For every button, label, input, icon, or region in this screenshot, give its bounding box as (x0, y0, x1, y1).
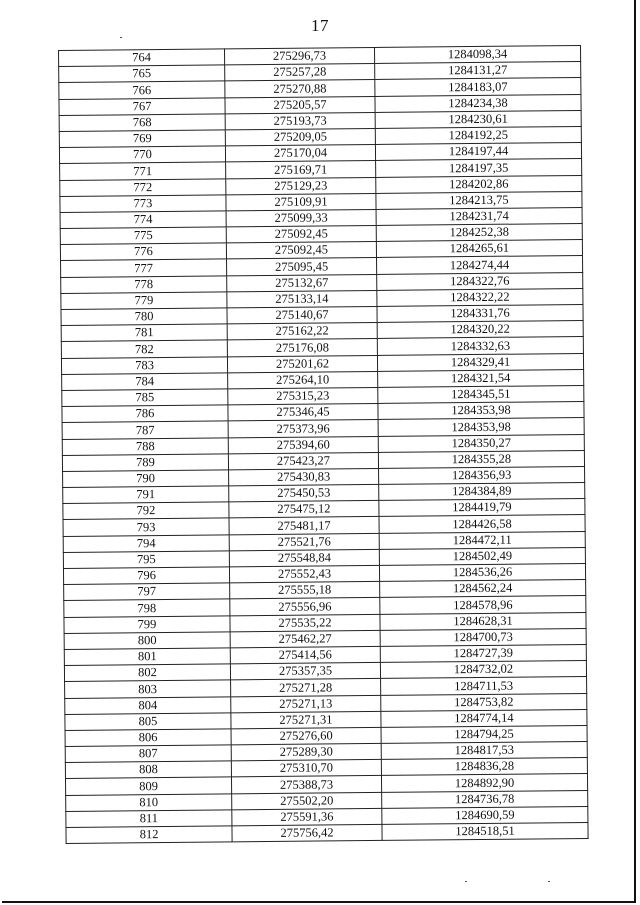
x-coordinate-cell: 275209,05 (225, 128, 375, 146)
point-number-cell: 776 (60, 243, 226, 261)
y-coordinate-cell: 1284384,89 (379, 483, 585, 501)
y-coordinate-cell: 1284274,44 (377, 256, 583, 274)
point-number-cell: 789 (62, 454, 228, 472)
point-number-cell: 788 (62, 437, 228, 455)
point-number-cell: 783 (61, 356, 227, 374)
x-coordinate-cell: 275095,45 (227, 258, 377, 276)
point-number-cell: 781 (61, 324, 227, 342)
point-number-cell: 764 (59, 49, 225, 67)
y-coordinate-cell: 1284794,25 (381, 725, 587, 743)
point-number-cell: 779 (61, 292, 227, 310)
x-coordinate-cell: 275388,73 (231, 776, 381, 794)
y-coordinate-cell: 1284353,98 (378, 402, 584, 420)
y-coordinate-cell: 1284231,74 (376, 207, 582, 225)
point-number-cell: 809 (65, 777, 231, 795)
y-coordinate-cell: 1284836,28 (381, 758, 587, 776)
x-coordinate-cell: 275552,43 (229, 565, 379, 583)
x-coordinate-cell: 275756,42 (232, 824, 382, 842)
x-coordinate-cell: 275132,67 (227, 274, 377, 292)
point-number-cell: 804 (65, 696, 231, 714)
y-coordinate-cell: 1284332,63 (377, 337, 583, 355)
point-number-cell: 768 (59, 114, 225, 132)
y-coordinate-cell: 1284536,26 (379, 563, 585, 581)
x-coordinate-cell: 275394,60 (228, 436, 378, 454)
x-coordinate-cell: 275270,88 (225, 80, 375, 98)
x-coordinate-cell: 275521,76 (229, 533, 379, 551)
point-number-cell: 775 (60, 227, 226, 245)
y-coordinate-cell: 1284892,90 (381, 774, 587, 792)
point-number-cell: 812 (66, 826, 232, 844)
point-number-cell: 798 (64, 599, 230, 617)
x-coordinate-cell: 275289,30 (231, 743, 381, 761)
y-coordinate-cell: 1284518,51 (382, 822, 588, 840)
x-coordinate-cell: 275109,91 (226, 193, 376, 211)
x-coordinate-cell: 275346,45 (228, 404, 378, 422)
x-coordinate-cell: 275264,10 (228, 371, 378, 389)
x-coordinate-cell: 275357,35 (230, 663, 380, 681)
x-coordinate-cell: 275548,84 (229, 549, 379, 567)
x-coordinate-cell: 275276,60 (231, 727, 381, 745)
x-coordinate-cell: 275271,13 (231, 695, 381, 713)
y-coordinate-cell: 1284197,35 (376, 159, 582, 177)
y-coordinate-cell: 1284419,79 (379, 499, 585, 517)
point-number-cell: 791 (63, 486, 229, 504)
y-coordinate-cell: 1284322,76 (377, 272, 583, 290)
x-coordinate-cell: 275481,17 (229, 517, 379, 535)
point-number-cell: 803 (65, 680, 231, 698)
x-coordinate-cell: 275450,53 (229, 485, 379, 503)
x-coordinate-cell: 275373,96 (228, 420, 378, 438)
y-coordinate-cell: 1284183,07 (375, 78, 581, 96)
y-coordinate-cell: 1284331,76 (377, 304, 583, 322)
x-coordinate-cell: 275129,23 (226, 177, 376, 195)
x-coordinate-cell: 275310,70 (231, 760, 381, 778)
coordinates-table-body (59, 45, 589, 843)
y-coordinate-cell: 1284345,51 (378, 385, 584, 403)
point-number-cell: 766 (59, 81, 225, 99)
y-coordinate-cell: 1284230,61 (375, 110, 581, 128)
point-number-cell: 807 (65, 745, 231, 763)
point-number-cell: 802 (64, 664, 230, 682)
y-coordinate-cell: 1284578,96 (380, 596, 586, 614)
point-number-cell: 773 (60, 195, 226, 213)
y-coordinate-cell: 1284817,53 (381, 742, 587, 760)
y-coordinate-cell: 1284700,73 (380, 628, 586, 646)
x-coordinate-cell: 275475,12 (229, 501, 379, 519)
point-number-cell: 796 (63, 567, 229, 585)
y-coordinate-cell: 1284197,44 (375, 143, 581, 161)
point-number-cell: 800 (64, 632, 230, 650)
point-number-cell: 792 (63, 502, 229, 520)
point-number-cell: 805 (65, 713, 231, 731)
x-coordinate-cell: 275205,57 (225, 96, 375, 114)
point-number-cell: 767 (59, 97, 225, 115)
y-coordinate-cell: 1284426,58 (379, 515, 585, 533)
coordinates-table-wrapper (58, 45, 588, 844)
point-number-cell: 797 (64, 583, 230, 601)
y-coordinate-cell: 1284234,38 (375, 94, 581, 112)
y-coordinate-cell: 1284732,02 (380, 661, 586, 679)
y-coordinate-cell: 1284628,31 (380, 612, 586, 630)
point-number-cell: 778 (61, 276, 227, 294)
x-coordinate-cell: 275271,31 (231, 711, 381, 729)
scan-speck (465, 881, 467, 882)
point-number-cell: 774 (60, 211, 226, 229)
y-coordinate-cell: 1284711,53 (381, 677, 587, 695)
x-coordinate-cell: 275201,62 (227, 355, 377, 373)
point-number-cell: 790 (63, 470, 229, 488)
point-number-cell: 808 (65, 761, 231, 779)
point-number-cell: 786 (62, 405, 228, 423)
x-coordinate-cell: 275502,20 (232, 792, 382, 810)
y-coordinate-cell: 1284562,24 (380, 580, 586, 598)
page-number: 17 (311, 16, 329, 35)
point-number-cell: 785 (62, 389, 228, 407)
x-coordinate-cell: 275555,18 (230, 582, 380, 600)
x-coordinate-cell: 275193,73 (225, 112, 375, 130)
point-number-cell: 794 (63, 535, 229, 553)
y-coordinate-cell: 1284350,27 (378, 434, 584, 452)
point-number-cell: 769 (59, 130, 225, 148)
point-number-cell: 772 (60, 178, 226, 196)
y-coordinate-cell: 1284320,22 (377, 321, 583, 339)
point-number-cell: 811 (66, 810, 232, 828)
x-coordinate-cell: 275535,22 (230, 614, 380, 632)
x-coordinate-cell: 275092,45 (226, 226, 376, 244)
point-number-cell: 810 (66, 793, 232, 811)
y-coordinate-cell: 1284321,54 (378, 369, 584, 387)
scan-speck (120, 37, 122, 38)
x-coordinate-cell: 275257,28 (225, 64, 375, 82)
x-coordinate-cell: 275271,28 (231, 679, 381, 697)
y-coordinate-cell: 1284727,39 (380, 644, 586, 662)
y-coordinate-cell: 1284213,75 (376, 191, 582, 209)
x-coordinate-cell: 275414,56 (230, 646, 380, 664)
x-coordinate-cell: 275140,67 (227, 306, 377, 324)
y-coordinate-cell: 1284502,49 (379, 547, 585, 565)
coordinates-table (58, 45, 589, 844)
point-number-cell: 787 (62, 421, 228, 439)
point-number-cell: 784 (62, 373, 228, 391)
y-coordinate-cell: 1284329,41 (377, 353, 583, 371)
y-coordinate-cell: 1284753,82 (381, 693, 587, 711)
x-coordinate-cell: 275169,71 (226, 161, 376, 179)
x-coordinate-cell: 275430,83 (229, 468, 379, 486)
point-number-cell: 799 (64, 615, 230, 633)
x-coordinate-cell: 275296,73 (224, 47, 374, 65)
point-number-cell: 765 (59, 65, 225, 83)
point-number-cell: 782 (61, 340, 227, 358)
x-coordinate-cell: 275133,14 (227, 290, 377, 308)
y-coordinate-cell: 1284322,22 (377, 288, 583, 306)
y-coordinate-cell: 1284472,11 (379, 531, 585, 549)
y-coordinate-cell: 1284353,98 (378, 418, 584, 436)
x-coordinate-cell: 275162,22 (227, 323, 377, 341)
point-number-cell: 770 (59, 146, 225, 164)
point-number-cell: 771 (60, 162, 226, 180)
y-coordinate-cell: 1284131,27 (375, 62, 581, 80)
point-number-cell: 780 (61, 308, 227, 326)
point-number-cell: 793 (63, 518, 229, 536)
y-coordinate-cell: 1284192,25 (375, 126, 581, 144)
point-number-cell: 801 (64, 648, 230, 666)
y-coordinate-cell: 1284202,86 (376, 175, 582, 193)
y-coordinate-cell: 1284356,93 (379, 466, 585, 484)
point-number-cell: 806 (65, 729, 231, 747)
point-number-cell: 777 (61, 259, 227, 277)
y-coordinate-cell: 1284265,61 (376, 240, 582, 258)
point-number-cell: 795 (63, 551, 229, 569)
x-coordinate-cell: 275092,45 (226, 242, 376, 260)
x-coordinate-cell: 275315,23 (228, 387, 378, 405)
x-coordinate-cell: 275099,33 (226, 209, 376, 227)
x-coordinate-cell: 275423,27 (228, 452, 378, 470)
x-coordinate-cell: 275170,04 (225, 145, 375, 163)
x-coordinate-cell: 275462,27 (230, 630, 380, 648)
x-coordinate-cell: 275176,08 (227, 339, 377, 357)
scan-speck (548, 881, 550, 882)
y-coordinate-cell: 1284736,78 (382, 790, 588, 808)
y-coordinate-cell: 1284252,38 (376, 224, 582, 242)
y-coordinate-cell: 1284774,14 (381, 709, 587, 727)
x-coordinate-cell: 275591,36 (232, 808, 382, 826)
y-coordinate-cell: 1284690,59 (382, 806, 588, 824)
y-coordinate-cell: 1284098,34 (374, 45, 580, 63)
y-coordinate-cell: 1284355,28 (378, 450, 584, 468)
x-coordinate-cell: 275556,96 (230, 598, 380, 616)
